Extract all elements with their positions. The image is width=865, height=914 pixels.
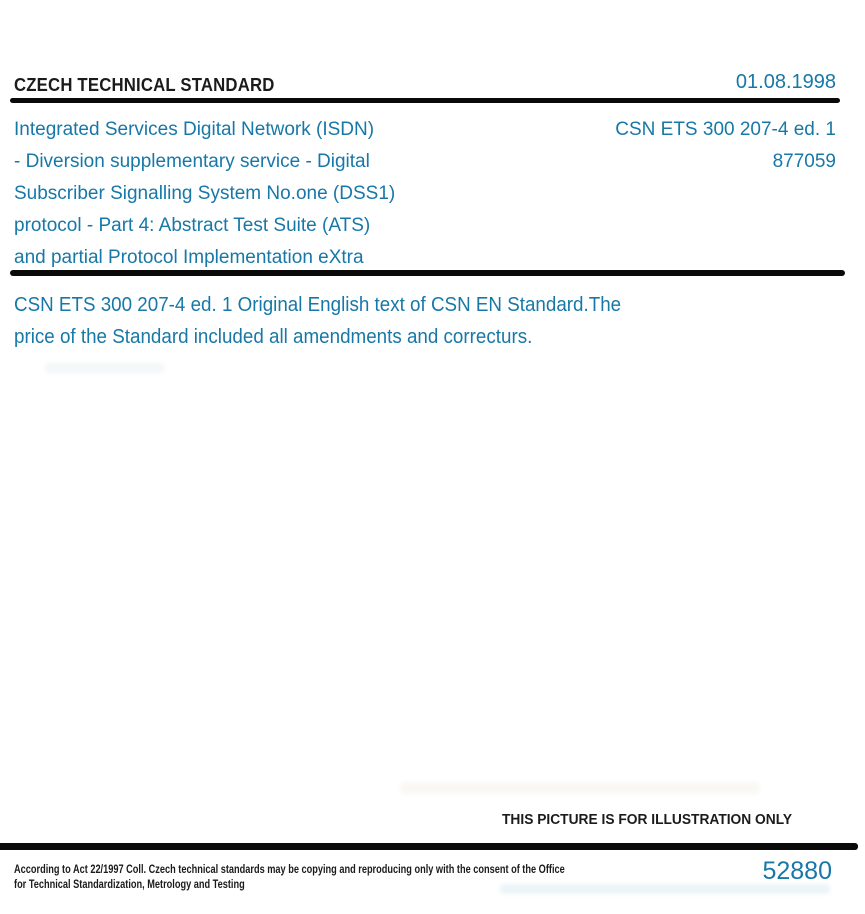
header-divider (10, 98, 840, 103)
title-divider (10, 270, 845, 276)
copyright-notice (14, 863, 565, 893)
standard-title-line: Integrated Services Digital Network (ISDN) (14, 119, 375, 140)
standard-title-line: and partial Protocol Implementation eXtra (14, 247, 364, 268)
scan-artifact (45, 363, 165, 373)
standard-designation: CSN ETS 300 207-4 ed. 1 (615, 119, 836, 140)
footer-divider (0, 843, 858, 850)
illustration-only-note: THIS PICTURE IS FOR ILLUSTRATION ONLY (502, 812, 793, 828)
standard-title (14, 114, 395, 274)
standard-title-line: - Diversion supplementary service - Digital (14, 151, 370, 172)
standard-title-line: Subscriber Signalling System No.one (DSS1) (14, 183, 396, 204)
standard-description (14, 289, 621, 353)
catalog-number: 877059 (772, 151, 836, 172)
scan-artifact (400, 782, 760, 794)
standard-title-line: protocol - Part 4: Abstract Test Suite (ATS) (14, 215, 371, 236)
standard-reference (615, 114, 836, 178)
description-line: price of the Standard included all amendments and correcturs. (14, 326, 533, 348)
price-code: 52880 (762, 857, 832, 885)
page-title: CZECH TECHNICAL STANDARD (14, 75, 275, 95)
copyright-line: According to Act 22/1997 Coll. Czech technical standards may be copying and reproducing only with the consent of the Office (14, 864, 565, 876)
issue-date: 01.08.1998 (735, 71, 836, 93)
description-line: CSN ETS 300 207-4 ed. 1 Original English text of CSN EN Standard.The (14, 294, 622, 316)
copyright-line: for Technical Standardization, Metrology and Testing (14, 879, 245, 891)
